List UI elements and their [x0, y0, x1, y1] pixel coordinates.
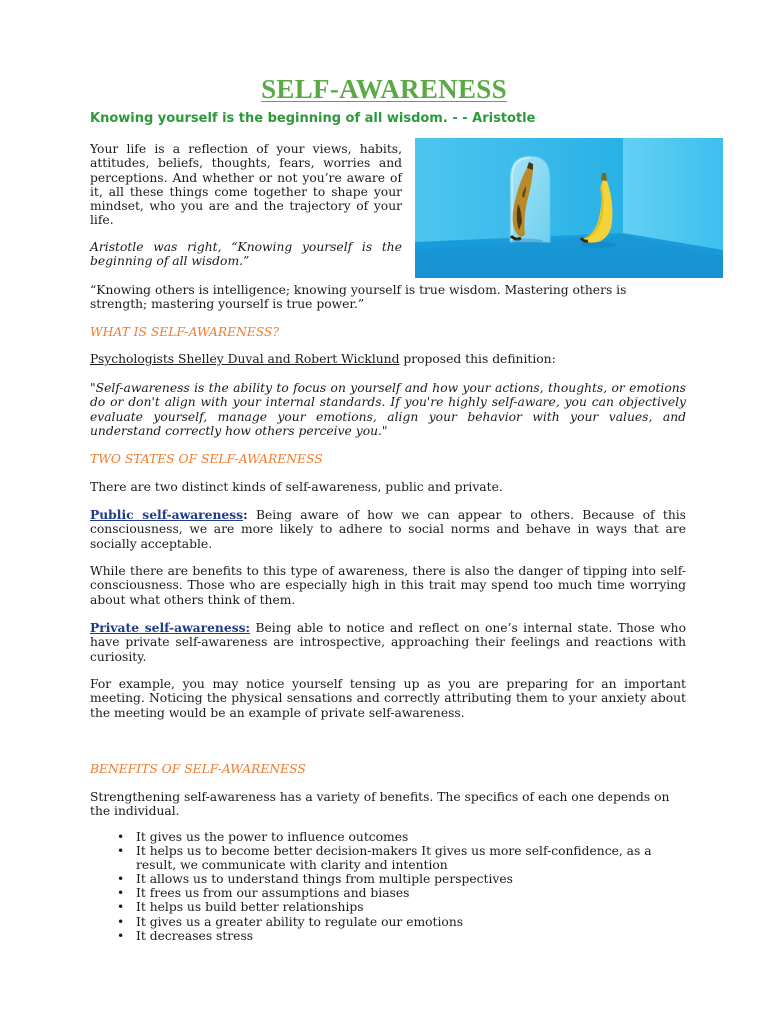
list-item-text: It gives us the power to influence outcomes	[136, 830, 409, 844]
public-paragraph	[90, 508, 686, 551]
page-title: SELF-AWARENESS	[261, 74, 507, 104]
benefits-intro: Strengthening self-awareness has a variety of benefits. The specifics of each one depends on the individual.	[90, 790, 670, 819]
list-item	[90, 915, 680, 929]
aristotle-paragraph: Aristotle was right, “Knowing yourself is the beginning of all wisdom.”	[90, 240, 402, 269]
bullet-icon: •	[117, 914, 125, 929]
public-text: Being aware of how we can appear to others. Because of this consciousness, we are more likely to adhere to social norms and behave in ways that are socially acceptable.	[90, 508, 686, 551]
list-item	[90, 929, 680, 943]
bullet-icon: •	[117, 886, 125, 901]
intro-paragraph: Your life is a reflection of your views, habits, attitudes, beliefs, thoughts, fears, worries and perceptions. And whether or not you’re aware of it, all these things come together to shape your mindset, who you are and the trajectory of your life.	[90, 142, 402, 228]
section-heading-states: TWO STATES OF SELF-AWARENESS	[90, 452, 323, 466]
banana-mirror-illustration	[415, 138, 723, 278]
definition-intro	[90, 352, 686, 366]
list-item	[90, 886, 680, 900]
section-heading-benefits: BENEFITS OF SELF-AWARENESS	[90, 762, 306, 776]
bullet-icon: •	[117, 830, 125, 844]
psychologist-names-link[interactable]: Shelley Duval and Robert Wicklund	[174, 352, 400, 366]
knowing-others-paragraph: “Knowing others is intelligence; knowing yourself is true wisdom. Mastering others is strength; mastering yourself is true power.”	[90, 283, 627, 312]
definition-intro-suffix: proposed this definition:	[399, 352, 556, 366]
public-self-awareness-link[interactable]: Public self-awareness	[90, 507, 244, 522]
list-item	[90, 900, 680, 914]
list-item	[90, 844, 680, 872]
list-item-text: It gives us a greater ability to regulate our emotions	[136, 914, 464, 929]
list-item-text: It allows us to understand things from multiple perspectives	[136, 872, 513, 887]
benefits-list	[90, 830, 680, 943]
list-item-text: It helps us to become better decision-makers It gives us more self-confidence, as a result, we communicate with clarity and intention	[136, 844, 652, 873]
bullet-icon: •	[117, 928, 125, 943]
private-example-paragraph: For example, you may notice yourself tensing up as you are preparing for an important meeting. Noticing the physical sensations and correctly attributing them to your anxiety about the meeting would be an example of private self-awareness.	[90, 677, 686, 720]
private-self-awareness-link[interactable]: Private self-awareness:	[90, 620, 251, 635]
private-paragraph	[90, 621, 686, 664]
aristotle-quote: Knowing yourself is the beginning of all wisdom. - - Aristotle	[90, 111, 536, 126]
public-colon: :	[243, 507, 248, 522]
states-intro: There are two distinct kinds of self-awareness, public and private.	[90, 480, 503, 494]
definition-quote: "Self-awareness is the ability to focus on yourself and how your actions, thoughts, or emotions do or don't align with your internal standards. If you're highly self-aware, you can objectively evaluate yourself, manage your emotions, align your behavior with your values, and understand correctly how others perceive you."	[90, 381, 686, 438]
list-item	[90, 872, 680, 886]
banana-mirror-photo	[415, 138, 723, 278]
public-followup-paragraph: While there are benefits to this type of awareness, there is also the danger of tipping into self-consciousness. Those who are especially high in this trait may spend too much time worrying about what others think of them.	[90, 564, 686, 607]
bullet-icon: •	[117, 872, 125, 887]
list-item	[90, 830, 680, 844]
psychologists-text: Psychologists	[90, 352, 175, 366]
section-heading-what: WHAT IS SELF-AWARENESS?	[90, 325, 280, 339]
list-item-text: It decreases stress	[136, 928, 254, 943]
list-item-text: It helps us build better relationships	[136, 900, 364, 915]
private-text: Being able to notice and reflect on one’s internal state. Those who have private self-awareness are introspective, approaching their feelings and reactions with curiosity.	[90, 621, 686, 664]
bullet-icon: •	[117, 844, 125, 859]
list-item-text: It frees us from our assumptions and biases	[136, 886, 410, 901]
bullet-icon: •	[117, 900, 125, 915]
